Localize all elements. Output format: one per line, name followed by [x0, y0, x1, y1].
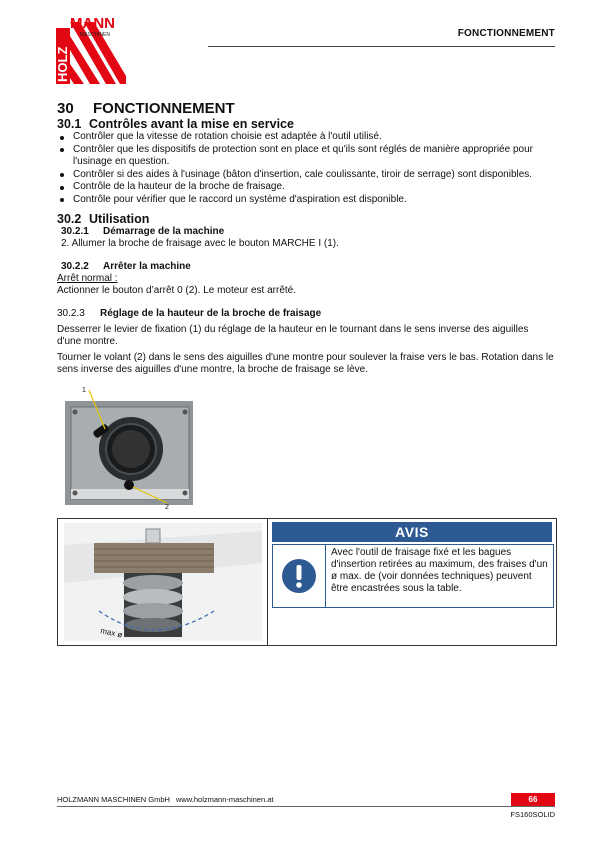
handwheel-photo: [57, 385, 197, 510]
list-item: Contrôler que la vitesse de rotation choisie est adaptée à l'outil utilisé.: [57, 131, 555, 144]
holzmann-logo: [56, 14, 126, 84]
spindle-photo: [64, 523, 262, 641]
section-title: Utilisation: [89, 212, 150, 226]
section-30-2-heading: [57, 212, 555, 226]
company-name: HOLZMANN MASCHINEN GmbH: [57, 795, 170, 804]
height-adjust-paragraph-1: Desserrer le levier de fixation (1) du réglage de la hauteur en le tournant dans le sens inverse des aiguilles d'une montre.: [57, 323, 529, 347]
box-divider: [267, 519, 268, 645]
section-number: 30.2: [57, 212, 82, 226]
section-number: 30.1: [57, 117, 82, 131]
company-website: www.holzmann-maschinen.at: [175, 795, 274, 804]
subsection-number: 30.2.3: [57, 307, 85, 319]
list-item: Contrôle de la hauteur de la broche de fraisage.: [57, 181, 555, 194]
height-adjust-paragraph-2: Tourner le volant (2) dans le sens des aiguilles d'une montre pour soulever la fraise vers le bas. Rotation dans le sens inverse des aiguilles d'une montre, la broche de fraisage se lève.: [57, 351, 554, 375]
notice-text: Avec l'outil de fraisage fixé et les bagues d'insertion retirées au maximum, des fraises d'un ø max. de (voir données techniques) peuvent être encastrées sous la table.: [331, 547, 548, 594]
list-item: Contrôler si des aides à l'usinage (bâton d'insertion, cale coulissante, tiroir de serrage) sont disponibles.: [57, 169, 555, 182]
page-number: 66: [511, 793, 555, 806]
chapter-heading: [57, 100, 555, 117]
stop-instruction: Actionner le bouton d’arrêt 0 (2). Le moteur est arrêté.: [57, 285, 297, 296]
exclamation-circle-icon: [281, 558, 317, 594]
footer-company: [57, 795, 273, 804]
subsection-30-2-3-heading: [57, 308, 555, 320]
header-rule: [208, 46, 555, 47]
subsection-number: 30.2.1: [61, 226, 89, 237]
logo-top-text: MANN: [70, 15, 115, 32]
chapter-number: 30: [57, 100, 74, 117]
callout-2: 2: [165, 504, 169, 510]
footer-rule: [57, 806, 555, 807]
subsection-title: Démarrage de la machine: [103, 226, 225, 237]
max-diameter-label: max ø: [99, 626, 124, 640]
main-content: [57, 100, 555, 377]
notice-heading: AVIS: [272, 522, 552, 542]
subsection-30-2-1-heading: [57, 226, 555, 238]
subsection-title: Arrêter la machine: [103, 260, 191, 272]
section-30-1-heading: [57, 117, 555, 131]
subsection-number: 30.2.2: [61, 260, 89, 272]
notice-body: [272, 544, 554, 608]
list-item: Contrôle pour vérifier que le raccord un système d'aspiration est disponible.: [57, 194, 555, 207]
chapter-title: FONCTIONNEMENT: [93, 100, 235, 117]
subsection-title: Réglage de la hauteur de la broche de fraisage: [100, 307, 322, 319]
notice-box: [57, 518, 557, 646]
logo-small-text: MASCHINEN: [80, 32, 111, 38]
list-item: Contrôler que les dispositifs de protection sont en place et qu'ils sont réglés de manière appropriée pour l'usinage en question.: [57, 144, 555, 169]
normal-stop-label: Arrêt normal :: [57, 272, 118, 284]
subsection-30-2-2-heading: [57, 261, 555, 273]
model-name: FS160SOLID: [510, 810, 555, 819]
callout-1: 1: [82, 387, 86, 394]
notice-icon-cell: [273, 545, 326, 607]
start-instruction: 2. Allumer la broche de fraisage avec le bouton MARCHE I (1).: [61, 238, 339, 249]
logo-side-text: HOLZ: [56, 46, 70, 82]
checklist: [57, 131, 555, 206]
section-title: Contrôles avant la mise en service: [89, 117, 294, 131]
header-title: FONCTIONNEMENT: [457, 28, 555, 39]
